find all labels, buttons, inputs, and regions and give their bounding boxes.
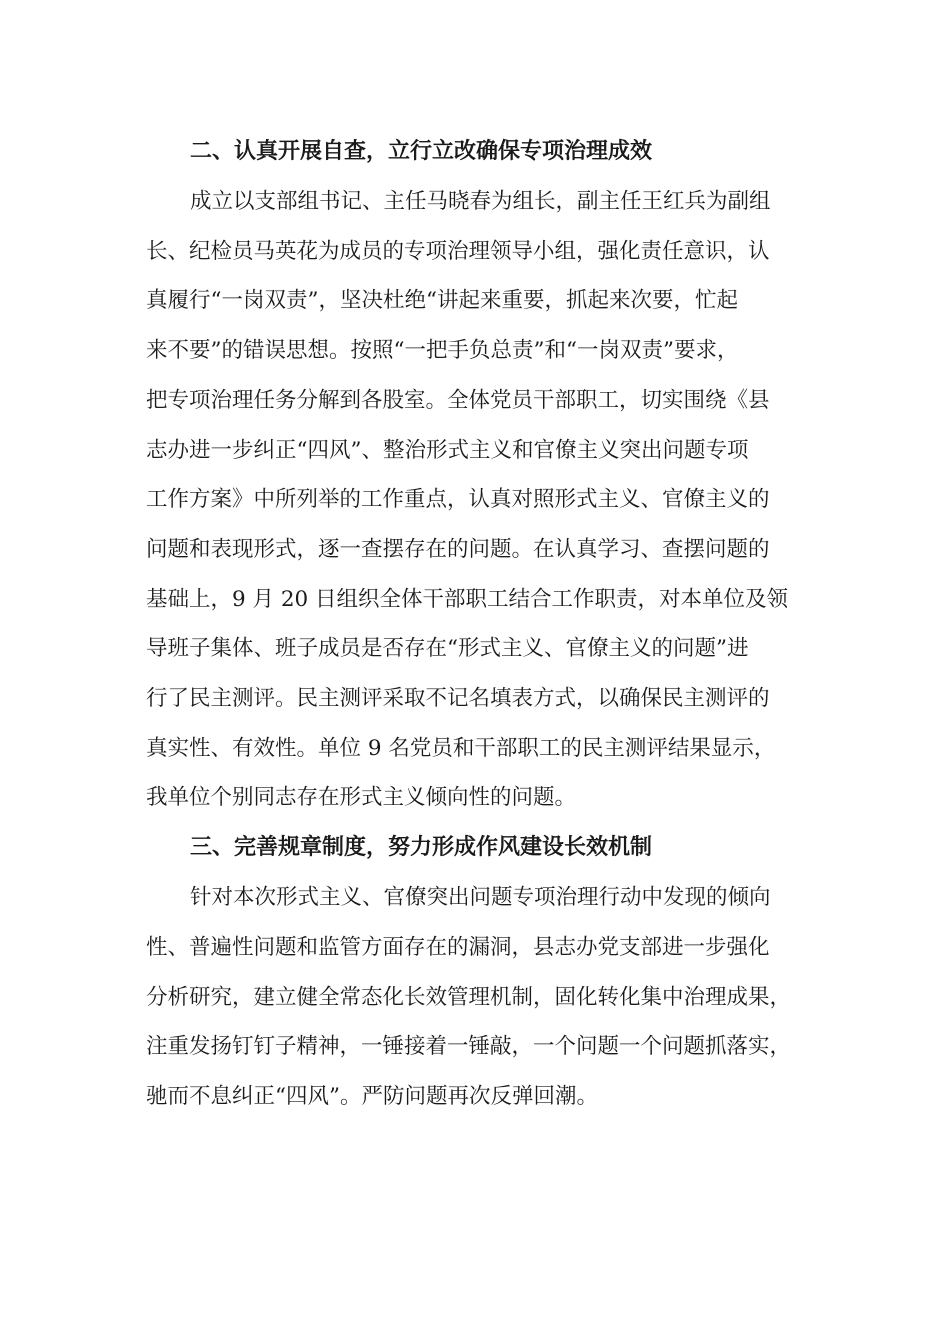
paragraph-line: 行了民主测评。民主测评采取不记名填表方式，以确保民主测评的 bbox=[146, 686, 770, 712]
paragraph-line: 针对本次形式主义、官僚突出问题专项治理行动中发现的倾向 bbox=[190, 885, 771, 911]
paragraph-line: 导班子集体、班子成员是否存在“形式主义、官僚主义的问题”进 bbox=[146, 636, 749, 662]
paragraph-line: 工作方案》中所列举的工作重点，认真对照形式主义、官僚主义的 bbox=[146, 487, 770, 513]
section-heading-3: 三、完善规章制度，努力形成作风建设长效机制 bbox=[190, 835, 653, 861]
paragraph-line: 长、纪检员马英花为成员的专项治理领导小组，强化责任意识，认 bbox=[146, 238, 770, 264]
paragraph-line: 分析研究，建立健全常态化长效管理机制，固化转化集中治理成果， bbox=[146, 984, 792, 1010]
paragraph-line: 驰而不息纠正“四风”。严防问题再次反弹回潮。 bbox=[146, 1083, 598, 1109]
section-2-paragraph bbox=[146, 177, 806, 823]
paragraph-line: 注重发扬钉钉子精神，一锤接着一锤敲，一个问题一个问题抓落实， bbox=[146, 1034, 792, 1060]
paragraph-line: 问题和表现形式，逐一查摆存在的问题。在认真学习、查摆问题的 bbox=[146, 536, 770, 562]
section-heading-2: 二、认真开展自查，立行立改确保专项治理成效 bbox=[190, 139, 653, 164]
paragraph-line: 志办进一步纠正“四风”、整治形式主义和官僚主义突出问题专项 bbox=[146, 437, 749, 463]
paragraph-line: 真履行“一岗双责”，坚决杜绝“讲起来重要，抓起来次要，忙起 bbox=[146, 288, 738, 314]
paragraph-line: 成立以支部组书记、主任马晓春为组长，副主任王红兵为副组 bbox=[190, 189, 771, 214]
document-body bbox=[146, 127, 806, 1122]
section-3-paragraph bbox=[146, 873, 806, 1122]
paragraph-line: 把专项治理任务分解到各股室。全体党员干部职工，切实围绕《县 bbox=[146, 387, 770, 413]
paragraph-line: 来不要”的错误思想。按照“一把手负总责”和“一岗双责”要求， bbox=[146, 338, 739, 364]
paragraph-line: 真实性、有效性。单位 9 名党员和干部职工的民主测评结果显示， bbox=[146, 735, 776, 761]
paragraph-line: 基础上，9 月 20 日组织全体干部职工结合工作职责，对本单位及领 bbox=[146, 586, 789, 612]
paragraph-line: 我单位个别同志存在形式主义倾向性的问题。 bbox=[146, 785, 577, 811]
paragraph-line: 性、普遍性问题和监管方面存在的漏洞，县志办党支部进一步强化 bbox=[146, 934, 770, 960]
